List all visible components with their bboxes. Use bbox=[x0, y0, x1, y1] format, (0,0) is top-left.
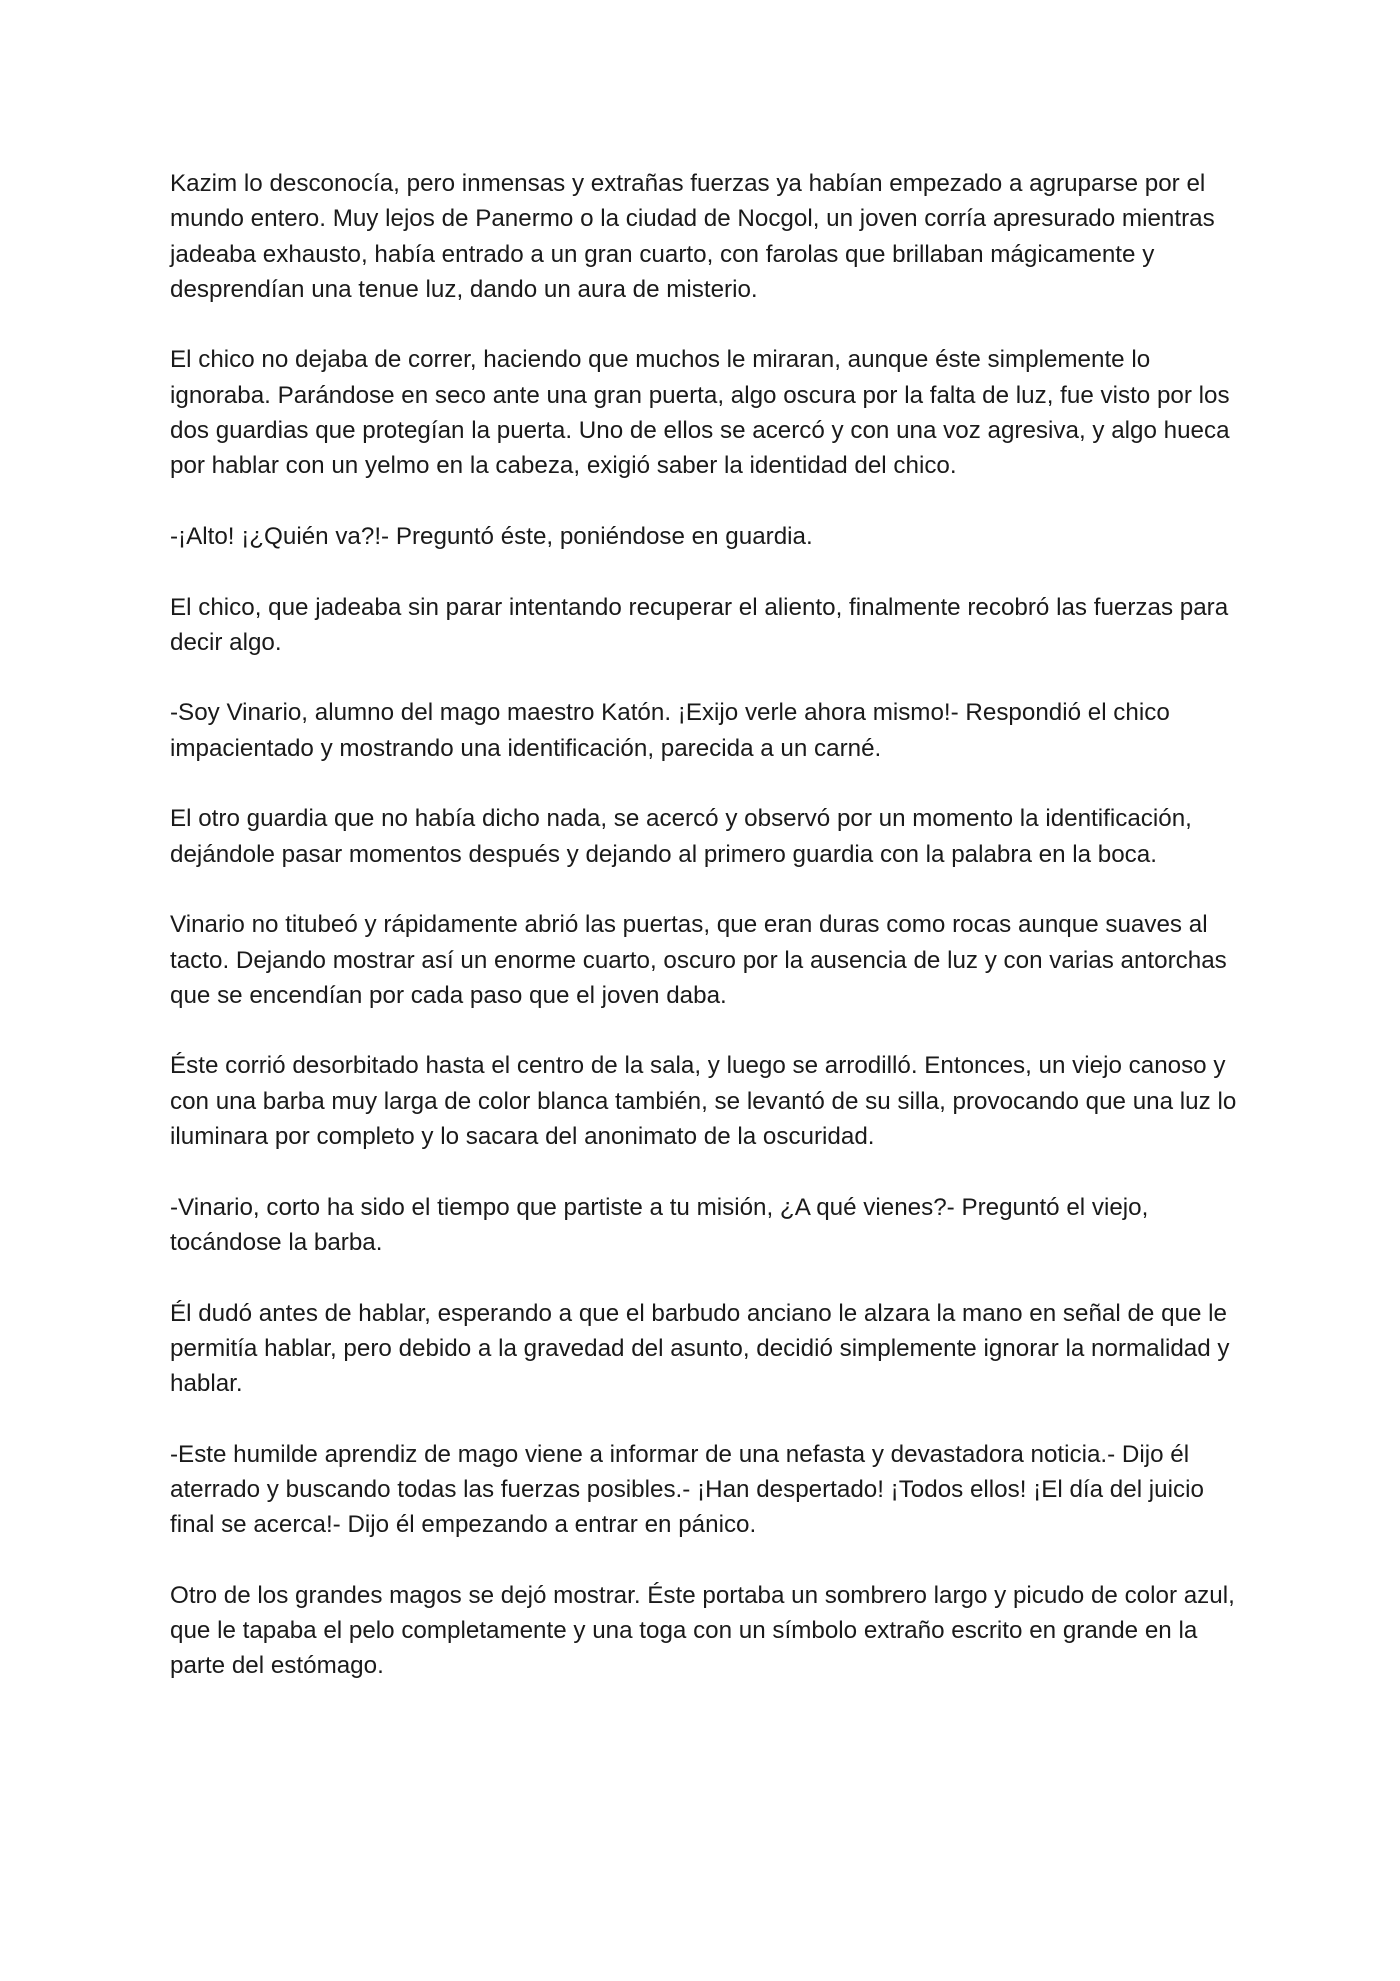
paragraph: Vinario no titubeó y rápidamente abrió las puertas, que eran duras como rocas aunque suaves al tacto. Dejando mostrar así un enorme cuarto, oscuro por la ausencia de luz y con varias antorchas que se encendían por cada paso que el joven daba. bbox=[170, 911, 1227, 1009]
document-body bbox=[170, 166, 1240, 1719]
paragraph: Otro de los grandes magos se dejó mostrar. Éste portaba un sombrero largo y picudo de color azul, que le tapaba el pelo completamente y una toga con un símbolo extraño escrito en grande en la parte del estómago. bbox=[170, 1581, 1235, 1680]
dialogue-paragraph: -Soy Vinario, alumno del mago maestro Katón. ¡Exijo verle ahora mismo!- Respondió el chico impacientado y mostrando una identificación, parecida a un carné. bbox=[170, 699, 1170, 762]
paragraph: El chico, que jadeaba sin parar intentando recuperar el aliento, finalmente recobró las fuerzas para decir algo. bbox=[170, 593, 1229, 656]
paragraph: El chico no dejaba de correr, haciendo que muchos le miraran, aunque éste simplemente lo ignoraba. Parándose en seco ante una gran puerta, algo oscura por la falta de luz, fue visto por los dos guardias que protegían la puerta. Uno de ellos se acercó y con una voz agresiva, y algo hueca por hablar con un yelmo en la cabeza, exigió saber la identidad del chico. bbox=[170, 346, 1230, 480]
paragraph: El otro guardia que no había dicho nada, se acercó y observó por un momento la identificación, dejándole pasar momentos después y dejando al primero guardia con la palabra en la boca. bbox=[170, 805, 1192, 868]
dialogue-paragraph: -Vinario, corto ha sido el tiempo que partiste a tu misión, ¿A qué vienes?- Preguntó el viejo, tocándose la barba. bbox=[170, 1193, 1149, 1256]
dialogue-paragraph: -Este humilde aprendiz de mago viene a informar de una nefasta y devastadora noticia.- Dijo él aterrado y buscando todas las fuerzas posibles.- ¡Han despertado! ¡Todos ellos! ¡El día del juicio final se acerca!- Dijo él empezando a entrar en pánico. bbox=[170, 1440, 1204, 1539]
dialogue-paragraph: -¡Alto! ¡¿Quién va?!- Preguntó éste, poniéndose en guardia. bbox=[170, 522, 813, 550]
paragraph: Él dudó antes de hablar, esperando a que el barbudo anciano le alzara la mano en señal de que le permitía hablar, pero debido a la gravedad del asunto, decidió simplemente ignorar la normalidad y hablar. bbox=[170, 1299, 1230, 1398]
paragraph: Kazim lo desconocía, pero inmensas y extrañas fuerzas ya habían empezado a agruparse por el mundo entero. Muy lejos de Panermo o la ciudad de Nocgol, un joven corría apresurado mientras jadeaba exhausto, había entrado a un gran cuarto, con farolas que brillaban mágicamente y desprendían una tenue luz, dando un aura de misterio. bbox=[170, 170, 1215, 303]
paragraph: Éste corrió desorbitado hasta el centro de la sala, y luego se arrodilló. Entonces, un viejo canoso y con una barba muy larga de color blanca también, se levantó de su silla, provocando que una luz lo iluminara por completo y lo sacara del anonimato de la oscuridad. bbox=[170, 1052, 1237, 1151]
